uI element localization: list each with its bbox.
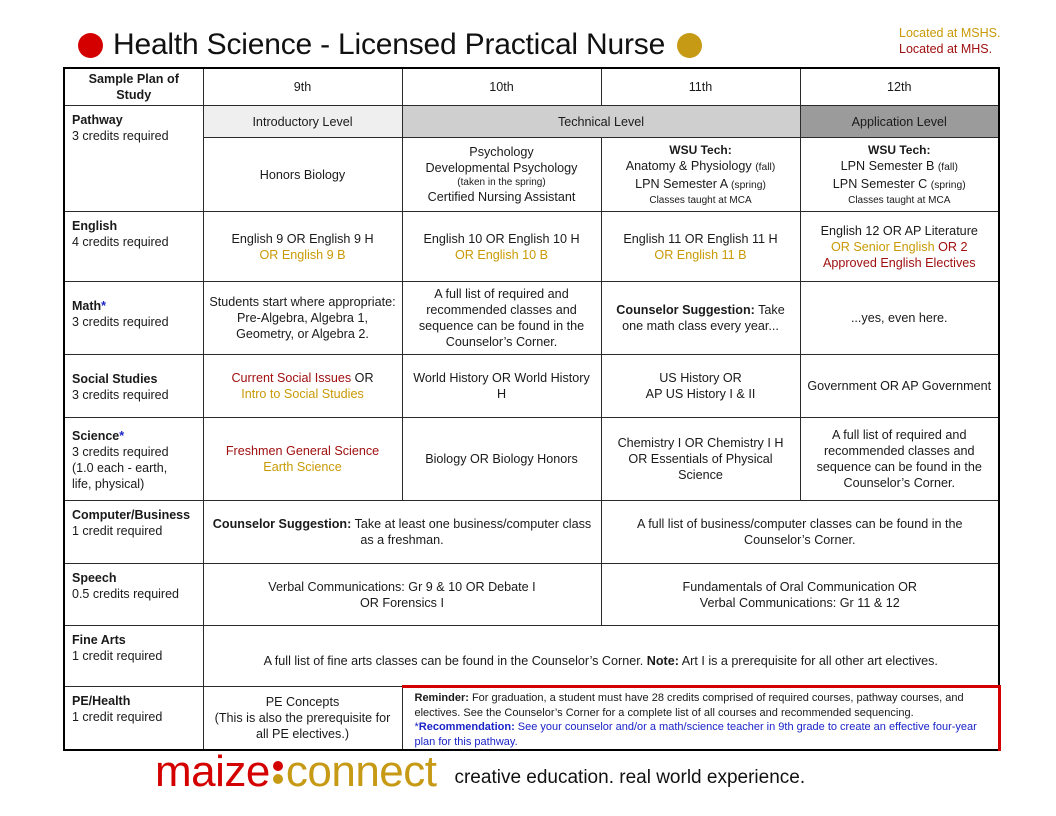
- science-title: Science: [72, 429, 120, 443]
- page-title: Health Science - Licensed Practical Nurse: [113, 28, 666, 61]
- english-9-main: English 9 OR English 9 H: [231, 231, 374, 246]
- footer: [155, 747, 806, 796]
- english-9-mshs: OR English 9 B: [259, 247, 346, 262]
- reminder-text: For graduation, a student must have 28 credits comprised of required courses, pathway courses, and electives. See the Counselor’s Corner for a complete list of all courses and recommended sequencing.: [414, 692, 964, 719]
- computer-title: Computer/Business: [72, 508, 191, 522]
- english-11-mshs: OR English 11 B: [654, 247, 747, 262]
- pathway-10-line2: Developmental Psychology: [425, 161, 578, 175]
- pathway-10-line4: Certified Nursing Assistant: [427, 190, 576, 204]
- technical-level-cell: Technical Level: [402, 106, 800, 138]
- english-11-main: English 11 OR English 11 H: [623, 231, 778, 246]
- grade-12-header: 12th: [800, 68, 999, 106]
- computer-suggestion-label: Counselor Suggestion:: [212, 517, 352, 531]
- english-12-main: English 12 OR AP Literature: [820, 223, 978, 238]
- pathway-11-course2: LPN Semester A: [635, 177, 731, 191]
- speech-11-12-cell: [601, 564, 999, 626]
- logo-connect-text: connect: [285, 747, 437, 796]
- english-credits: 4 credits required: [72, 235, 169, 249]
- pathway-11-cell: [601, 138, 800, 212]
- pathway-levels-row: [64, 106, 999, 138]
- english-12-electives: Approved English Electives: [822, 255, 976, 270]
- social-12-cell: Government OR AP Government: [800, 355, 999, 418]
- fine-arts-text: A full list of fine arts classes can be found in the Counselor’s Corner.: [263, 653, 647, 668]
- pathway-10-note: (taken in the spring): [457, 177, 546, 188]
- pe-9-course: PE Concepts: [265, 695, 340, 709]
- pathway-11-term1: (fall): [755, 162, 776, 173]
- logo-colon-icon: [273, 761, 283, 784]
- red-dot-icon: [78, 33, 103, 58]
- math-10-cell: A full list of required and recommended classes and sequence can be found in the Counselor’s Corner.: [402, 282, 601, 355]
- english-10-mshs: OR English 10 B: [454, 247, 549, 262]
- social-9-mshs: Intro to Social Studies: [241, 387, 364, 401]
- math-11-cell: [601, 282, 800, 355]
- speech-9-10-cell: [203, 564, 601, 626]
- pe-health-row: [64, 687, 999, 751]
- graduation-reminder-box: [402, 687, 999, 751]
- computer-row-header: [64, 501, 203, 564]
- pathway-row-header: [64, 106, 203, 212]
- speech-row: [64, 564, 999, 626]
- speech-9-10-line2: OR Forensics I: [360, 595, 444, 610]
- social-11-cell: [601, 355, 800, 418]
- science-11-cell: Chemistry I OR Chemistry I H OR Essentials of Physical Science: [601, 418, 800, 501]
- social-title: Social Studies: [72, 372, 158, 386]
- pathway-9-cell: Honors Biology: [203, 138, 402, 212]
- speech-9-10-line1: Verbal Communications: Gr 9 & 10 OR Debate I: [268, 579, 536, 594]
- pathway-12-term1: (fall): [937, 162, 958, 173]
- reminder-label: Reminder:: [414, 692, 469, 704]
- fine-arts-cell: [203, 626, 999, 687]
- computer-suggestion-text: Take at least one business/computer class as a freshman.: [351, 517, 592, 547]
- computer-business-row: [64, 501, 999, 564]
- english-10-main: English 10 OR English 10 H: [423, 231, 580, 246]
- english-12-mshs: OR Senior English: [830, 239, 935, 254]
- science-credits-note2: life, physical): [72, 477, 145, 491]
- math-credits: 3 credits required: [72, 315, 169, 329]
- pathway-title: Pathway: [72, 113, 123, 127]
- math-title: Math: [72, 299, 102, 313]
- social-11-line2: AP US History I & II: [645, 387, 756, 401]
- science-9-cell: [203, 418, 402, 501]
- pe-row-header: [64, 687, 203, 751]
- tagline: creative education. real world experience.: [454, 767, 806, 788]
- computer-credits: 1 credit required: [72, 524, 163, 538]
- science-9-mshs: Earth Science: [263, 460, 342, 474]
- math-12-cell: ...yes, even here.: [800, 282, 999, 355]
- science-credits: 3 credits required: [72, 445, 169, 459]
- maizeconnect-logo: [155, 747, 437, 796]
- pathway-10-cell: [402, 138, 601, 212]
- social-credits: 3 credits required: [72, 388, 169, 402]
- science-10-cell: Biology OR Biology Honors: [402, 418, 601, 501]
- introductory-level-cell: Introductory Level: [203, 106, 402, 138]
- speech-title: Speech: [72, 571, 117, 585]
- application-level-cell: Application Level: [800, 106, 999, 138]
- pathway-10-line1: Psychology: [469, 145, 534, 159]
- science-12-cell: A full list of required and recommended classes and sequence can be found in the Counselor’s Corner.: [800, 418, 999, 501]
- grade-9-header: 9th: [203, 68, 402, 106]
- english-10-cell: [402, 212, 601, 282]
- logo-maize-text: maize: [155, 747, 270, 796]
- page-header: [78, 26, 702, 64]
- math-row: [64, 282, 999, 355]
- legend-mshs: Located at MSHS.: [899, 26, 1001, 40]
- speech-11-12-line2: Verbal Communications: Gr 11 & 12: [699, 595, 900, 610]
- english-row-header: [64, 212, 203, 282]
- pe-credits: 1 credit required: [72, 710, 163, 724]
- speech-row-header: [64, 564, 203, 626]
- speech-11-12-line1: Fundamentals of Oral Communication OR: [682, 579, 917, 594]
- science-row: [64, 418, 999, 501]
- science-9-mhs: Freshmen General Science: [225, 444, 380, 458]
- english-11-cell: [601, 212, 800, 282]
- pathway-11-note: Classes taught at MCA: [649, 195, 752, 206]
- recommendation-star: *: [414, 721, 419, 733]
- social-11-line1: US History OR: [659, 371, 742, 385]
- english-12-or2: OR 2: [934, 239, 968, 254]
- computer-11-12-cell: A full list of business/computer classes can be found in the Counselor’s Corner.: [601, 501, 999, 564]
- recommendation-label: Recommendation:: [418, 721, 515, 733]
- social-studies-row: [64, 355, 999, 418]
- pathway-11-term2: (spring): [731, 180, 766, 191]
- speech-credits: 0.5 credits required: [72, 587, 180, 601]
- pathway-12-note: Classes taught at MCA: [848, 195, 951, 206]
- math-11-suggestion-text: Take one math class every year...: [622, 303, 785, 333]
- pe-9-cell: [203, 687, 402, 751]
- pe-title: PE/Health: [72, 694, 131, 708]
- social-9-cell: [203, 355, 402, 418]
- recommendation-text: See your counselor and/or a math/science teacher in 9th grade to create an effective four-year plan for this pathway.: [414, 721, 977, 748]
- grade-10-header: 10th: [402, 68, 601, 106]
- social-row-header: [64, 355, 203, 418]
- science-star: *: [119, 429, 125, 443]
- math-star: *: [101, 299, 107, 313]
- english-12-cell: [800, 212, 999, 282]
- fine-arts-note-text: Art I is a prerequisite for all other art electives.: [678, 653, 938, 668]
- pathway-12-term2: (spring): [930, 180, 966, 191]
- math-title-line: [72, 298, 196, 314]
- science-credits-note1: (1.0 each - earth,: [72, 461, 168, 475]
- math-9-cell: Students start where appropriate: Pre-Algebra, Algebra 1, Geometry, or Algebra 2.: [203, 282, 402, 355]
- english-title: English: [72, 219, 118, 233]
- pathway-11-course1: Anatomy & Physiology: [625, 159, 756, 173]
- english-9-cell: [203, 212, 402, 282]
- legend-mhs: Located at MHS.: [899, 41, 993, 56]
- social-10-cell: World History OR World History H: [402, 355, 601, 418]
- pathway-12-course1: LPN Semester B: [840, 159, 938, 173]
- social-9-mhs: Current Social Issues: [231, 371, 352, 385]
- social-9-or: OR: [351, 371, 374, 385]
- grade-11-header: 11th: [601, 68, 800, 106]
- grade-header-row: [64, 68, 999, 106]
- pathway-12-head: WSU Tech:: [868, 143, 931, 157]
- pathway-courses-row: [64, 138, 999, 212]
- fine-arts-row: [64, 626, 999, 687]
- math-11-suggestion-label: Counselor Suggestion:: [616, 303, 755, 317]
- sample-plan-label: Sample Plan of Study: [64, 68, 203, 106]
- pe-9-note: (This is also the prerequisite for all PE electives.): [214, 711, 391, 741]
- pathway-12-course2: LPN Semester C: [832, 177, 931, 191]
- pathway-12-cell: [800, 138, 999, 212]
- fine-arts-credits: 1 credit required: [72, 649, 163, 663]
- math-row-header: [64, 282, 203, 355]
- gold-dot-icon: [677, 33, 702, 58]
- location-legend: [899, 26, 1000, 57]
- fine-arts-row-header: [64, 626, 203, 687]
- fine-arts-note-label: Note:: [646, 653, 679, 668]
- fine-arts-title: Fine Arts: [72, 633, 126, 647]
- plan-of-study-table: [63, 67, 1001, 751]
- pathway-11-head: WSU Tech:: [669, 143, 732, 157]
- computer-9-10-cell: [203, 501, 601, 564]
- science-row-header: [64, 418, 203, 501]
- pathway-credits: 3 credits required: [72, 129, 169, 143]
- science-title-line: [72, 428, 196, 444]
- english-row: [64, 212, 999, 282]
